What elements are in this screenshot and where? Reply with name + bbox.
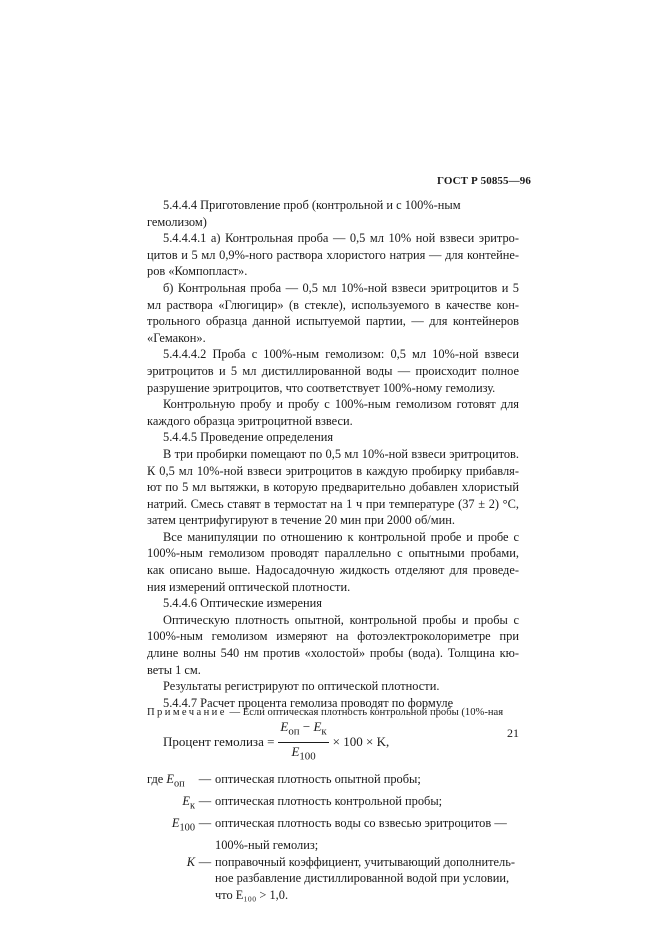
variable-definitions — [147, 771, 519, 904]
section-5-4-4-7-title: 5.4.4.7 Расчет процента гемолиза проводят по формуле — [163, 695, 454, 710]
note-label: Примечание — [147, 707, 227, 718]
variable-row: $E_{100}$ — оптическая плотность воды со взвесью эритроцитов — — [147, 815, 519, 837]
standard-header: ГОСТ Р 50855—96 — [437, 175, 531, 187]
section-5-4-4-5-title: 5.4.4.5 Проведение определения — [163, 430, 334, 445]
variable-description: поправочный коэффициент, учитывающий дополнитель- — [215, 854, 515, 869]
variable-continuation: что E₁₀₀ > 1,0. — [215, 887, 289, 902]
section-5-4-4-6-paragraph-2: Результаты регистрируют по оптической плотности. — [163, 679, 440, 694]
section-5-4-4-6-paragraph-1: Оптическую плотность опытной, контрольной пробы и пробы с 100%-ным гемолизом измеряют на фотоэлектроколориметре при длине волны 540 нм против «холостой» пробы (вода). Толщина кю-веты 1 см. — [147, 612, 519, 677]
section-5-4-4-6-title: 5.4.4.6 Оптические измерения — [163, 596, 322, 611]
document-body — [147, 197, 519, 903]
formula-fraction — [278, 719, 328, 764]
formula-numerator: $E_{оп} - E_к$ — [278, 719, 328, 742]
variable-row: K — поправочный коэффициент, учитывающий дополнитель- — [147, 854, 519, 871]
page-number: 21 — [507, 726, 519, 740]
variable-description: оптическая плотность контрольной пробы; — [215, 793, 443, 808]
section-5-4-4-4-1-b-paragraph: б) Контрольная проба — 0,5 мл 10%-ной взвеси эритроцитов и 5 мл раствора «Глюгицир» (в стекле), используемого в качестве кон-трольного образца данной испытуемой партии, — для контейнеров «Гемакон». — [147, 280, 519, 345]
note-text: — Если оптическая плотность контрольной пробы (10%-ная — [229, 707, 504, 718]
formula-lhs: Процент гемолиза = — [163, 733, 275, 749]
variable-row: где $E_{оп}$ — оптическая плотность опытной пробы; — [147, 771, 519, 793]
section-5-4-4-4-2-b-paragraph: Контрольную пробу и пробу с 100%-ным гемолизом готовят для каждого образца эритроцитной взвеси. — [147, 397, 519, 428]
footnote — [147, 706, 527, 720]
hemolysis-formula — [163, 719, 519, 764]
variable-row: $E_к$ — оптическая плотность контрольной пробы; — [147, 793, 519, 815]
variable-description: оптическая плотность опытной пробы; — [215, 771, 421, 786]
where-word: где — [147, 771, 164, 786]
section-5-4-4-4-1-paragraph: 5.4.4.4.1 а) Контрольная проба — 0,5 мл 10% ной взвеси эритро-цитов и 5 мл 0,9%-ного раствора хлористого натрия — для контейне-ров «Компопласт». — [147, 231, 519, 279]
section-5-4-4-4-2-paragraph: 5.4.4.4.2 Проба с 100%-ным гемолизом: 0,5 мл 10%-ной взвеси эритроцитов и 5 мл дистиллированной воды — происходит полное разрушение эритроцитов, что соответствует 100%-ному гемолизу. — [147, 347, 519, 395]
formula-rhs: × 100 × K, — [332, 733, 390, 749]
section-5-4-4-5-paragraph-1: В три пробирки помещают по 0,5 мл 10%-ной взвеси эритроцитов. К 0,5 мл 10%-ной взвеси эритроцитов в каждую пробирку прибавля-ют по 5 мл вытяжки, в которую предварительно добавлен хлористый натрий. Смесь ставят в термостат на 1 ч при температуре (37 ± 2) °С, затем центрифугируют в течение 20 мин при 2000 об/мин. — [147, 446, 519, 528]
variable-continuation: 100%-ный гемолиз; — [215, 837, 319, 852]
formula-denominator: $E_{100}$ — [291, 743, 316, 763]
variable-description: оптическая плотность воды со взвесью эритроцитов — — [215, 815, 507, 830]
section-5-4-4-5-paragraph-2: Все манипуляции по отношению к контрольной пробе и пробе с 100%-ным гемолизом проводят параллельно с опытными пробами, как описано выше. Надосадочную жидкость отделяют для проведе-ния измерений оптической плотности. — [147, 529, 519, 594]
variable-continuation: ное разбавление дистиллированной водой при условии, — [215, 871, 510, 886]
section-5-4-4-4-title: 5.4.4.4 Приготовление проб (контрольной и с 100%-ным гемолизом) — [147, 198, 461, 229]
